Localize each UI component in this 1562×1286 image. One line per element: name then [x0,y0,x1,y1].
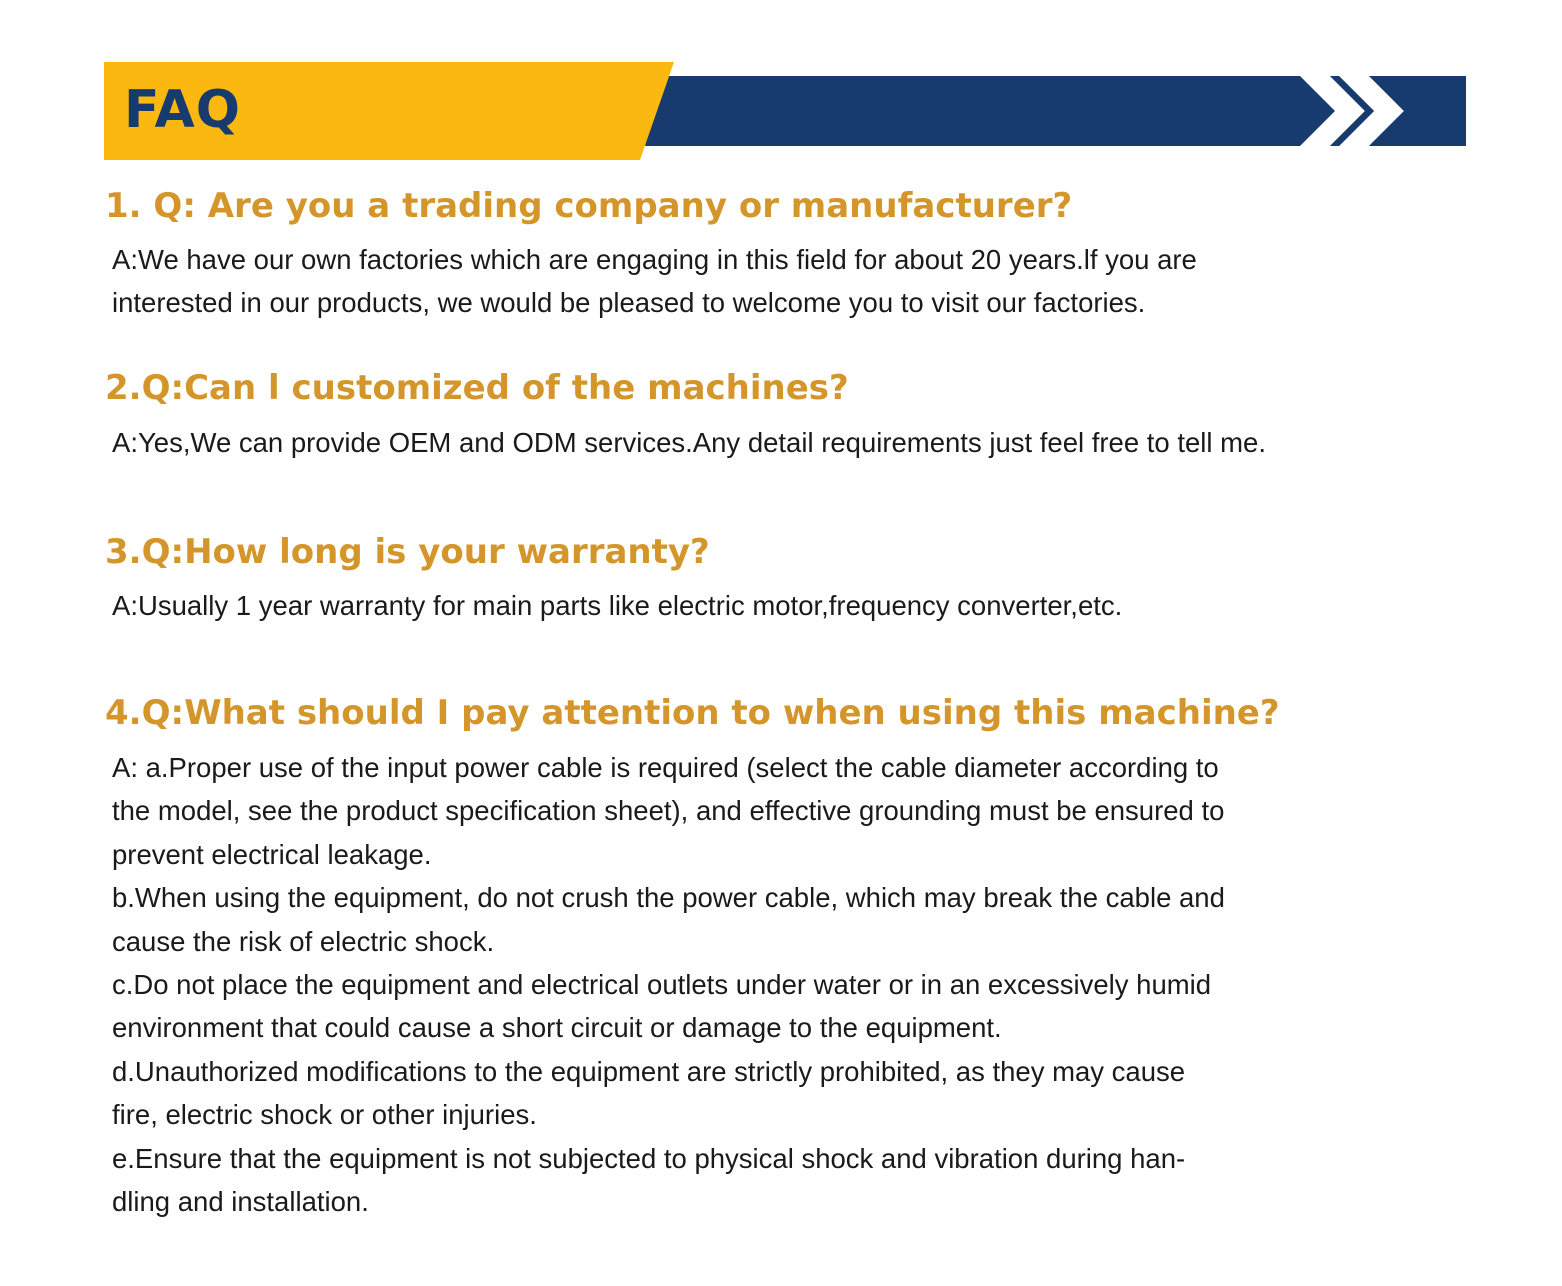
answer-line: e.Ensure that the equipment is not subjected to physical shock and vibration during han- [112,1142,1186,1174]
answer-line: A: a.Proper use of the input power cable is required (select the cable diameter according to [112,752,1219,783]
answer-line: the model, see the product specification sheet), and effective grounding must be ensured to [112,795,1225,827]
answer-line: c.Do not place the equipment and electrical outlets under water or in an excessively humid [112,969,1212,1001]
faq-answer-2 [112,421,1362,464]
answer-line: cause the risk of electric shock. [112,925,495,957]
answer-line: environment that could cause a short circuit or damage to the equipment. [112,1012,1002,1044]
answer-line: fire, electric shock or other injuries. [112,1099,537,1131]
faq-question-1: 1. Q: Are you a trading company or manufacturer? [105,186,1073,226]
answer-line: b.When using the equipment, do not crush the power cable, which may break the cable and [112,882,1225,914]
faq-question-3: 3.Q:How long is your warranty? [105,532,710,572]
faq-answer-4 [112,746,1362,1223]
answer-line: A:We have our own factories which are engaging in this field for about 20 years.lf you are [112,244,1197,275]
faq-answer-3 [112,584,1362,627]
answer-line: prevent electrical leakage. [112,838,432,870]
answer-line: interested in our products, we would be pleased to welcome you to visit our factories. [112,287,1146,319]
faq-question-4: 4.Q:What should I pay attention to when using this machine? [105,693,1280,733]
answer-line: A:Yes,We can provide OEM and ODM services.Any detail requirements just feel free to tell me. [112,427,1266,458]
answer-line: d.Unauthorized modifications to the equipment are strictly prohibited, as they may cause [112,1055,1186,1087]
faq-question-2: 2.Q:Can l customized of the machines? [105,368,849,408]
faq-banner [0,0,1562,170]
page-title: FAQ [124,80,242,140]
faq-answer-1 [112,238,1362,325]
answer-line: dling and installation. [112,1186,369,1218]
answer-line: A:Usually 1 year warranty for main parts like electric motor,frequency converter,etc. [112,590,1123,621]
